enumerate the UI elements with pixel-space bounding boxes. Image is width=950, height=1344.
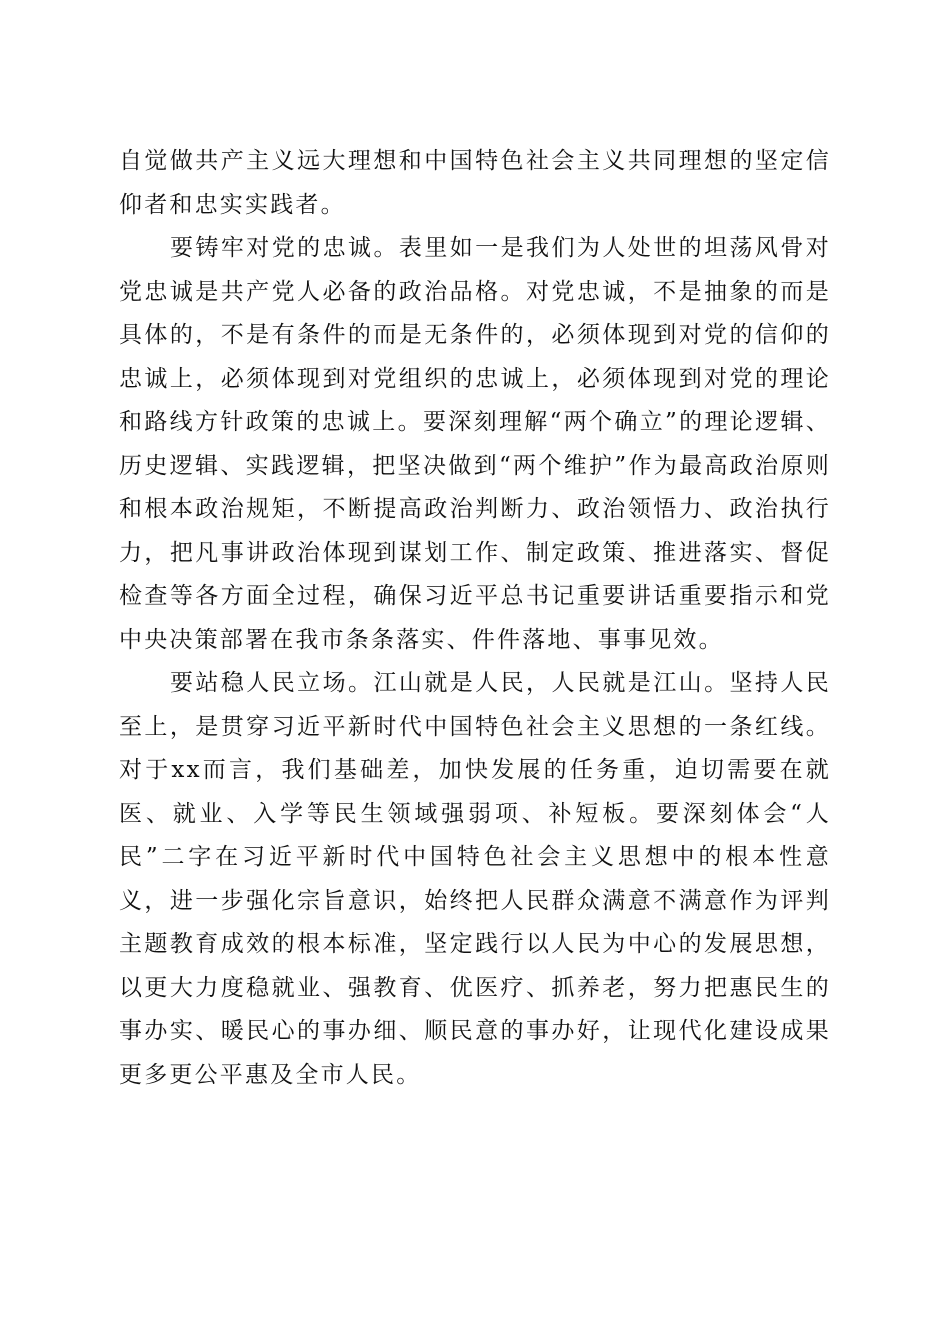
paragraph-people-stance: 要站稳人民立场。江山就是人民，人民就是江山。坚持人民至上，是贯穿习近平新时代中国特色社会主义思想的一条红线。对于xx而言，我们基础差，加快发展的任务重，迫切需要在就医、就业、入学等民生领域强弱项、补短板。要深刻体会“人民”二字在习近平新时代中国特色社会主义思想中的根本性意义，进一步强化宗旨意识，始终把人民群众满意不满意作为评判主题教育成效的根本标准，坚定践行以人民为中心的发展思想，以更大力度稳就业、强教育、优医疗、抓养老，努力把惠民生的事办实、暖民心的事办细、顺民意的事办好，让现代化建设成果更多更公平惠及全市人民。: [119, 670, 831, 1088]
paragraph-party-loyalty: 要铸牢对党的忠诚。表里如一是我们为人处世的坦荡风骨对党忠诚是共产党人必备的政治品格。对党忠诚，不是抽象的而是具体的，不是有条件的而是无条件的，必须体现到对党的信仰的忠诚上，必须体现到对党组织的忠诚上，必须体现到对党的理论和路线方针政策的忠诚上。要深刻理解“两个确立”的理论逻辑、历史逻辑、实践逻辑，把坚决做到“两个维护”作为最高政治原则和根本政治规矩，不断提高政治判断力、政治领悟力、政治执行力，把凡事讲政治体现到谋划工作、制定政策、推进落实、督促检查等各方面全过程，确保习近平总书记重要讲话重要指示和党中央决策部署在我市条条落实、件件落地、事事见效。: [119, 235, 831, 653]
document-body: [119, 140, 831, 1097]
paragraph-continuation: 自觉做共产主义远大理想和中国特色社会主义共同理想的坚定信仰者和忠实实践者。: [119, 148, 831, 218]
